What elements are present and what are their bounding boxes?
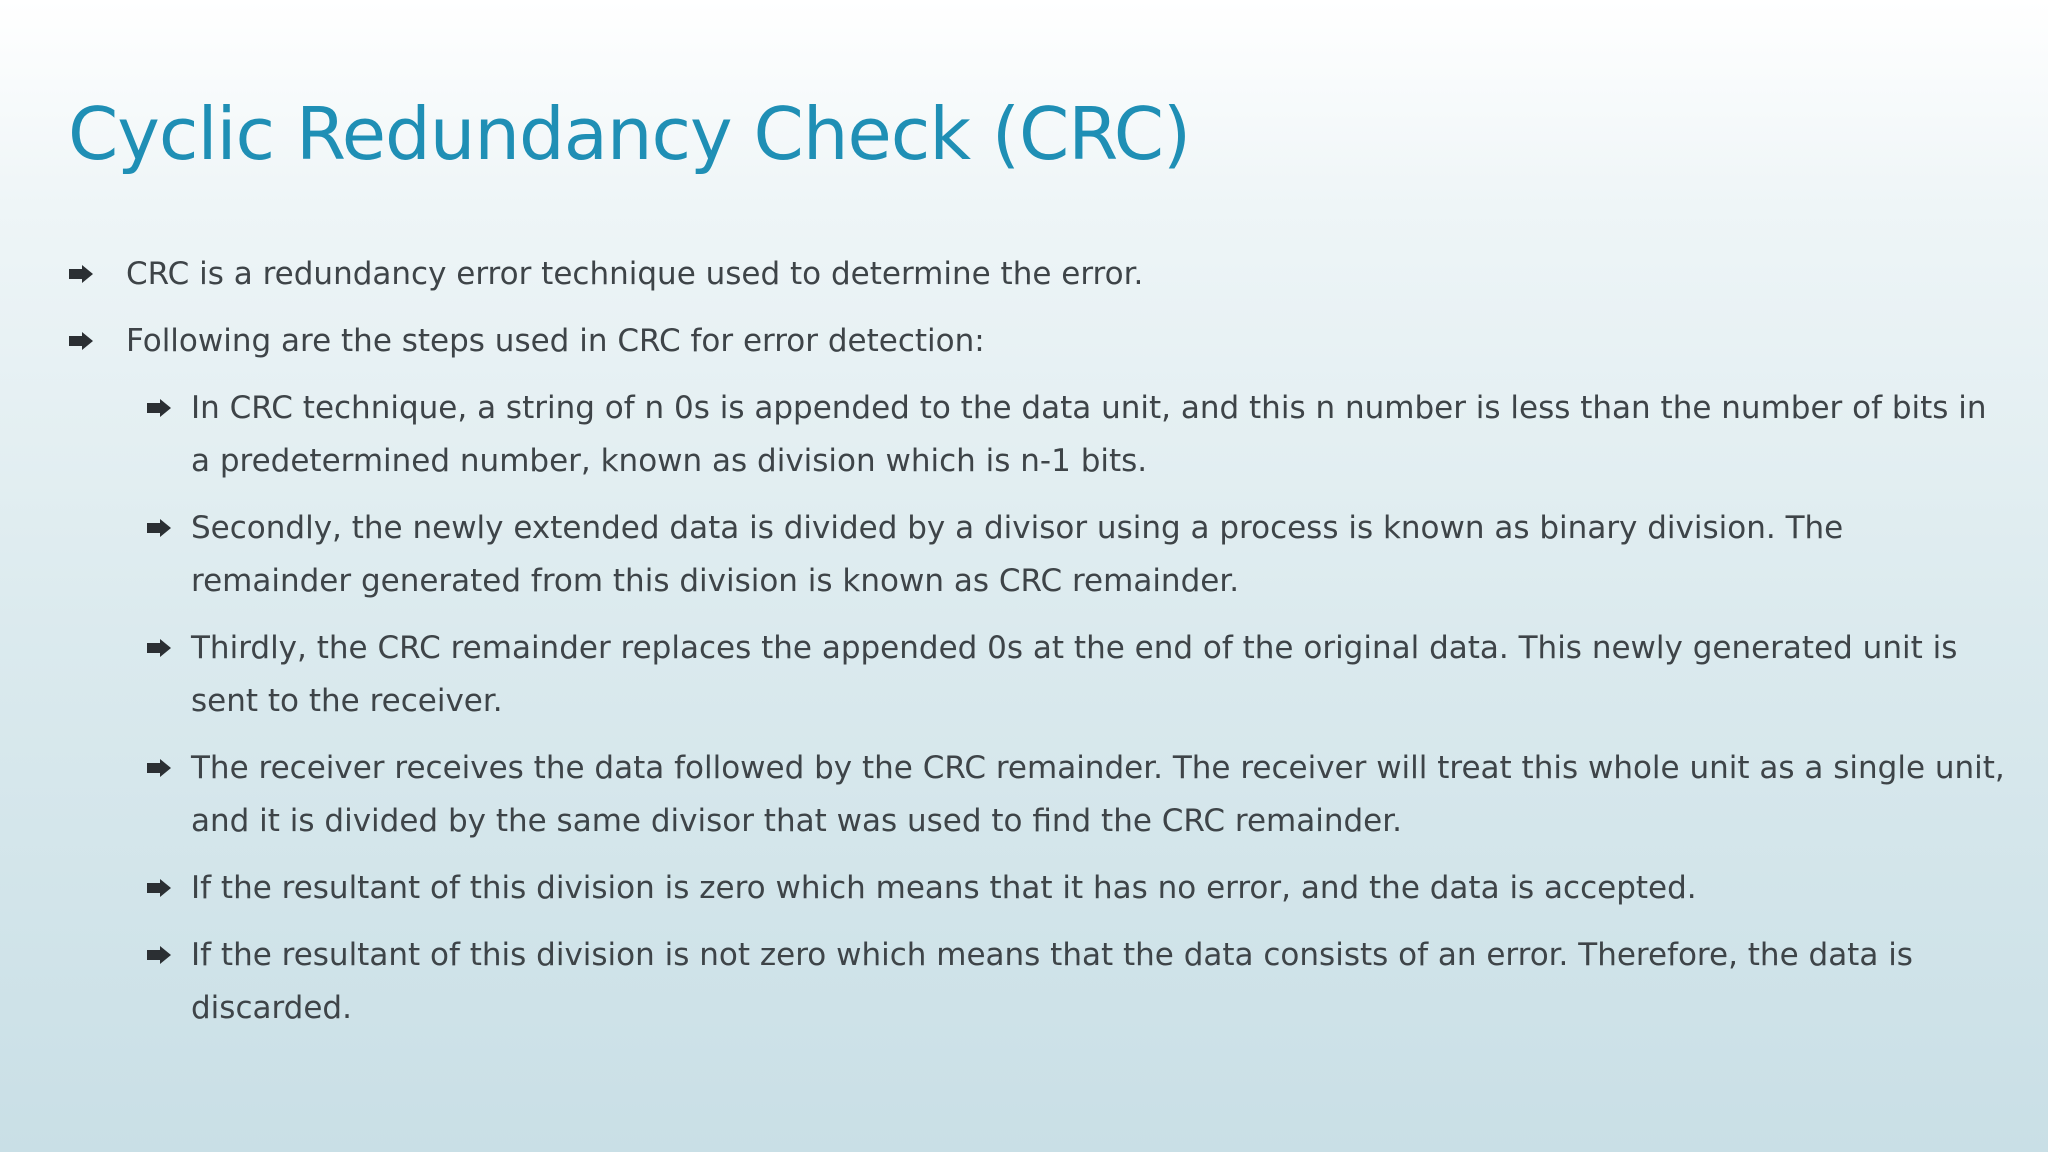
sub-bullet-text: In CRC technique, a string of n 0s is appended to the data unit, and this n number is less than the number of bits in a predetermined number, known as division which is n-1 bits. — [191, 390, 1987, 479]
arrow-bullet-icon — [68, 322, 126, 360]
sub-bullet-item — [68, 389, 2008, 488]
arrow-bullet-icon — [146, 869, 191, 907]
sub-bullet-item — [68, 936, 2008, 1035]
arrow-bullet-icon — [146, 749, 191, 787]
arrow-bullet-icon — [146, 629, 191, 667]
bullet-list — [68, 255, 2008, 1056]
sub-bullet-item — [68, 869, 2008, 915]
bullet-text: Following are the steps used in CRC for error detection: — [126, 323, 985, 359]
sub-bullet-text: Secondly, the newly extended data is divided by a divisor using a process is known as binary division. The remainder generated from this division is known as CRC remainder. — [191, 510, 1844, 599]
sub-bullet-item — [68, 509, 2008, 608]
sub-bullet-text: Thirdly, the CRC remainder replaces the appended 0s at the end of the original data. This newly generated unit is sent to the receiver. — [191, 630, 1958, 719]
sub-bullet-text: The receiver receives the data followed by the CRC remainder. The receiver will treat this whole unit as a single unit, and it is divided by the same divisor that was used to find the CRC remainder. — [191, 750, 2005, 839]
sub-bullet-item — [68, 629, 2008, 728]
bullet-text: CRC is a redundancy error technique used to determine the error. — [126, 256, 1144, 292]
arrow-bullet-icon — [146, 936, 191, 974]
sub-bullet-item — [68, 749, 2008, 848]
arrow-bullet-icon — [68, 255, 126, 293]
bullet-item — [68, 322, 2008, 368]
bullet-item — [68, 255, 2008, 301]
arrow-bullet-icon — [146, 389, 191, 427]
slide-title: Cyclic Redundancy Check (CRC) — [68, 92, 1191, 176]
arrow-bullet-icon — [146, 509, 191, 547]
sub-bullet-text: If the resultant of this division is not zero which means that the data consists of an error. Therefore, the data is discarded. — [191, 937, 1913, 1026]
sub-bullet-text: If the resultant of this division is zero which means that it has no error, and the data is accepted. — [191, 870, 1697, 906]
